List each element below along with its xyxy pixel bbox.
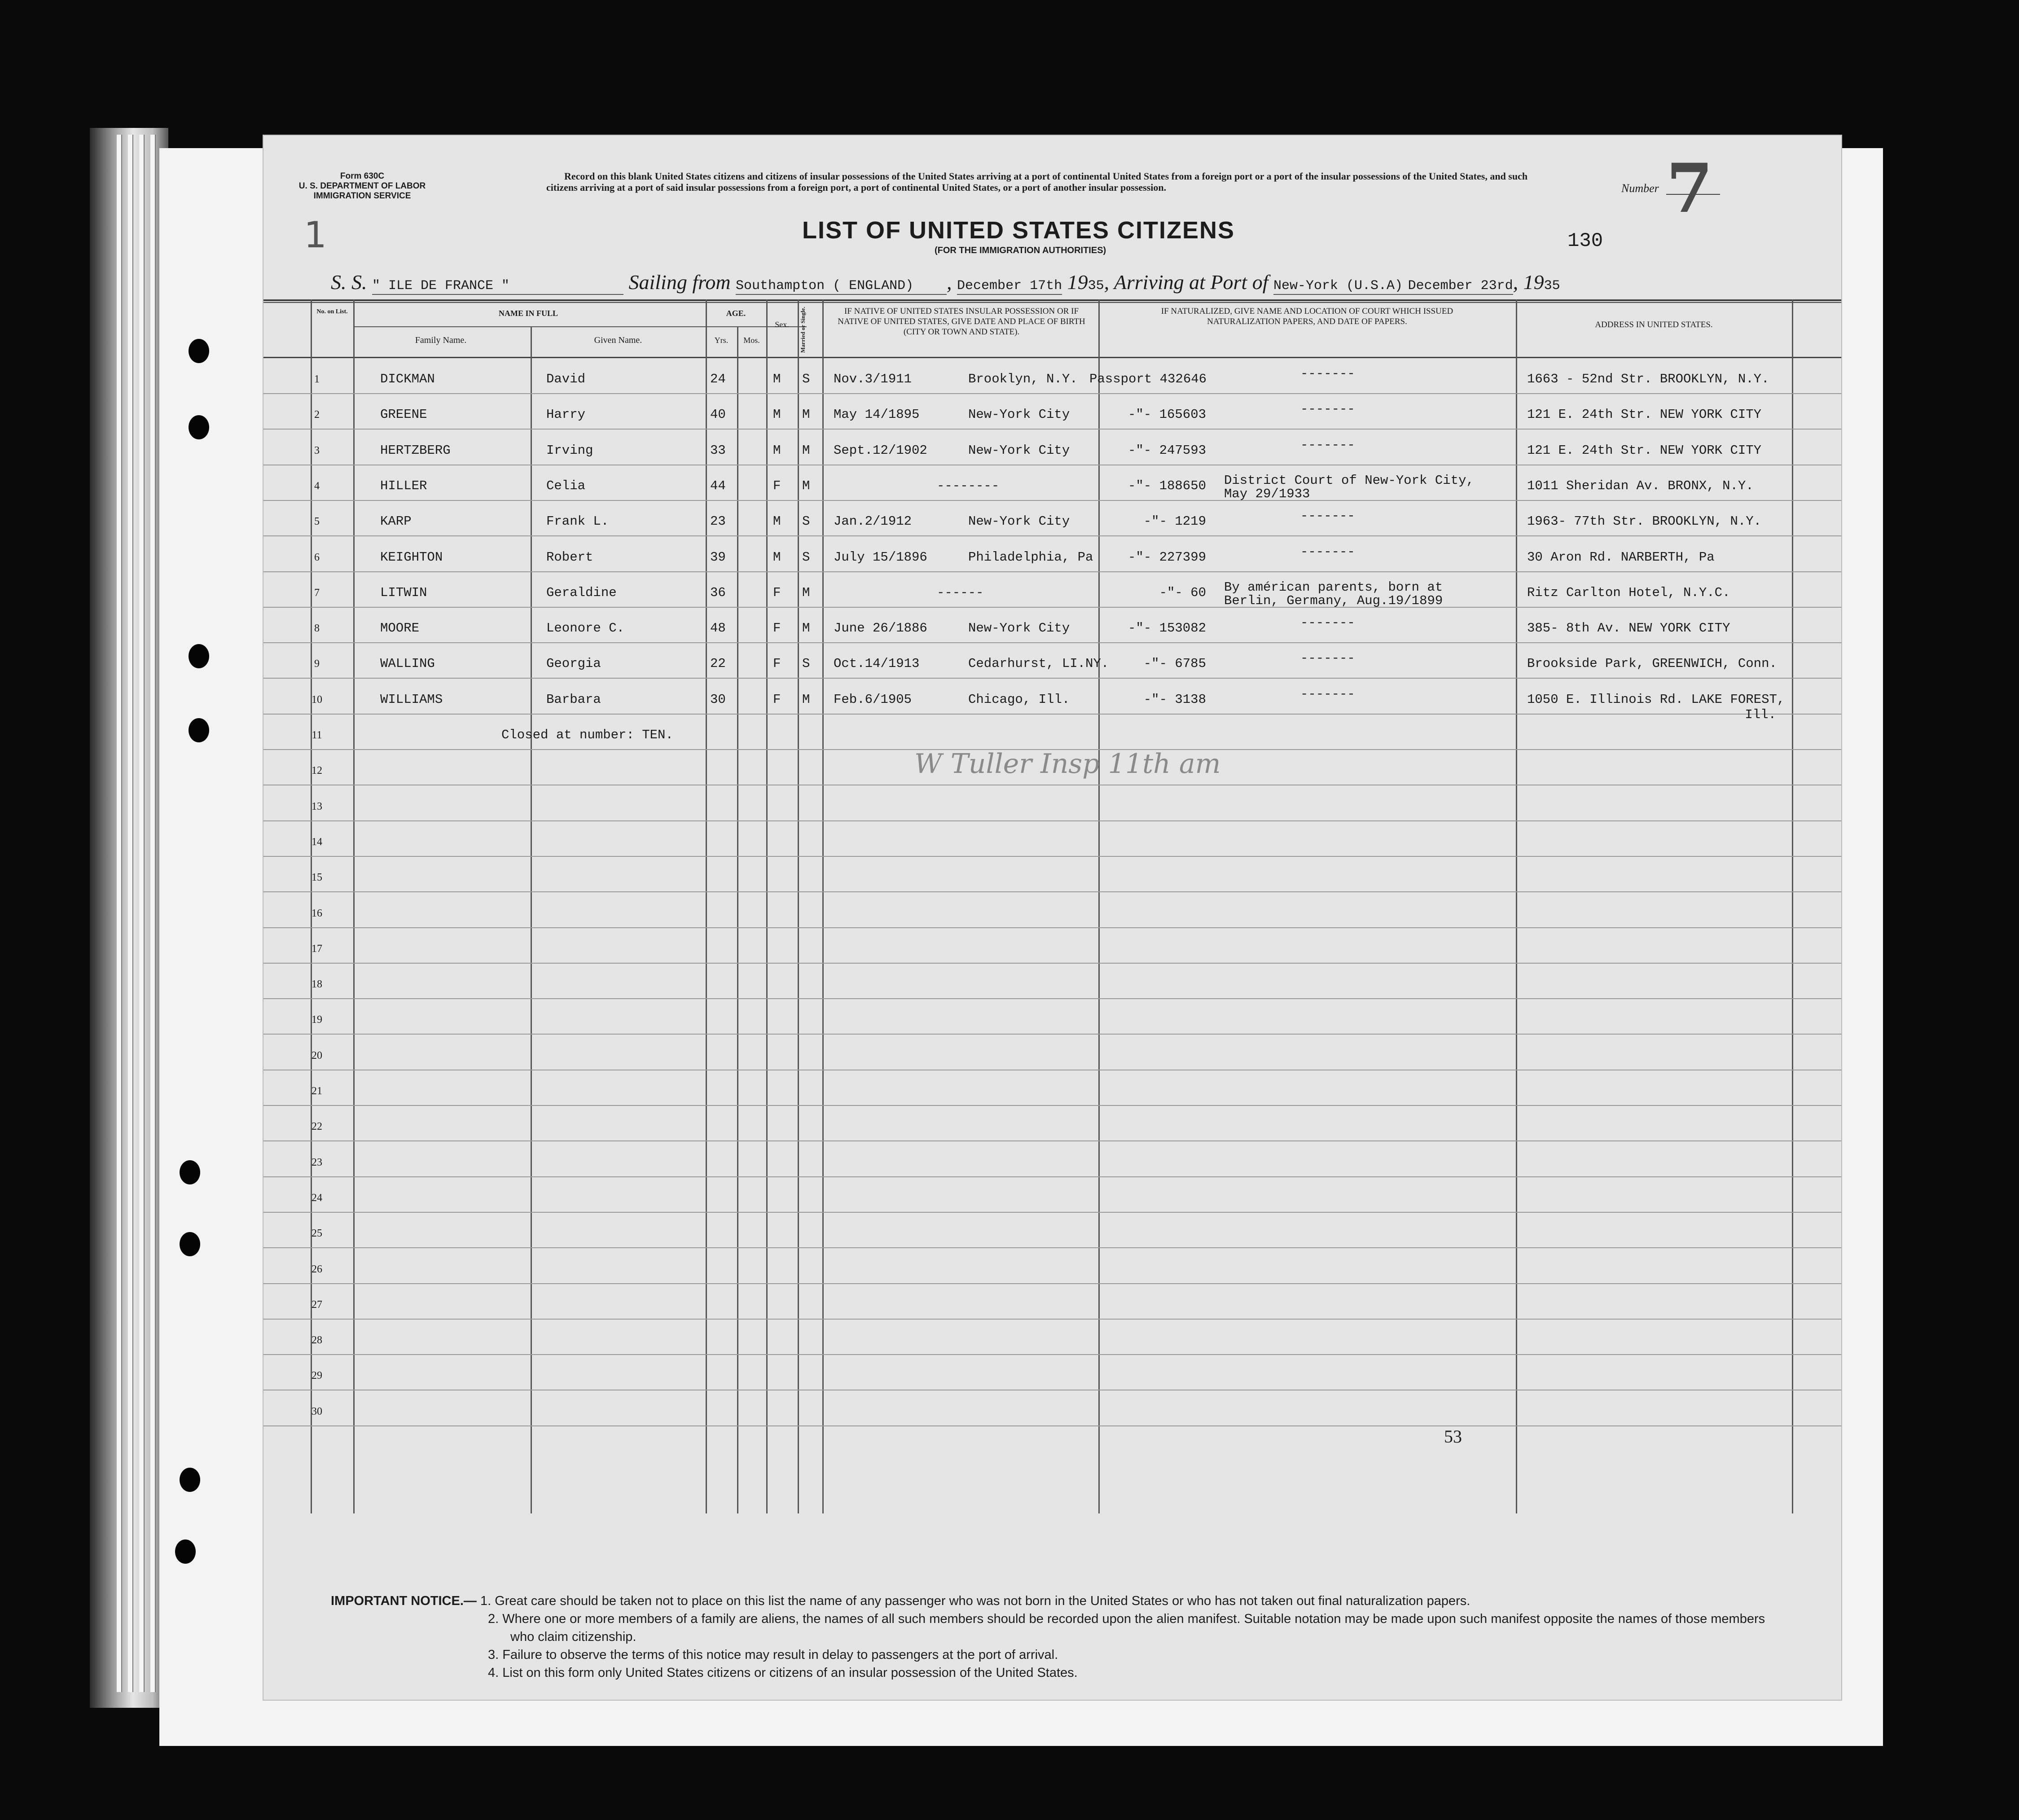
naturalization-cell: ------- bbox=[1300, 366, 1355, 381]
row-number: 20 bbox=[312, 1050, 322, 1061]
birth-date-cell: May 14/1895 bbox=[834, 407, 920, 422]
header-age: AGE. bbox=[726, 309, 746, 318]
marital-status-cell: S bbox=[802, 656, 810, 671]
birth-date-cell: Sept.12/1902 bbox=[834, 443, 927, 458]
header-name-in-full: NAME IN FULL bbox=[498, 309, 558, 318]
birth-date-cell: Jan.2/1912 bbox=[834, 514, 912, 529]
closed-note: Closed at number: TEN. bbox=[501, 728, 673, 742]
passport-cell: -"- 165603 bbox=[1128, 407, 1206, 422]
row-rule bbox=[263, 963, 1841, 964]
naturalization-cell: ------- bbox=[1300, 651, 1355, 666]
naturalization-cell: ------- bbox=[1300, 544, 1355, 559]
sailing-date: December 17th bbox=[957, 278, 1062, 294]
row-rule bbox=[263, 393, 1841, 394]
birth-place-cell: Chicago, Ill. bbox=[968, 692, 1070, 707]
arriving-label: Arriving at Port of bbox=[1114, 271, 1268, 294]
address-cell: 385- 8th Av. NEW YORK CITY bbox=[1527, 621, 1730, 636]
row-rule bbox=[263, 891, 1841, 892]
punch-hole bbox=[180, 1468, 200, 1492]
address-cell: 1963- 77th Str. BROOKLYN, N.Y. bbox=[1527, 514, 1762, 529]
marital-status-cell: M bbox=[802, 585, 810, 600]
row-rule bbox=[263, 998, 1841, 999]
arrival-date: December 23rd bbox=[1408, 278, 1513, 294]
row-rule bbox=[263, 1247, 1841, 1248]
given-name-cell: Frank L. bbox=[546, 514, 609, 529]
address-cell: 1011 Sheridan Av. BRONX, N.Y. bbox=[1527, 478, 1754, 493]
punch-hole bbox=[175, 1539, 196, 1564]
punch-hole bbox=[189, 644, 209, 668]
age-cell: 23 bbox=[710, 514, 726, 529]
sailing-label: Sailing from bbox=[628, 271, 731, 294]
age-cell: 48 bbox=[710, 621, 726, 636]
arrival-year-prefix: 19 bbox=[1523, 271, 1544, 294]
punch-hole bbox=[180, 1160, 200, 1184]
birth-date-cell: Oct.14/1913 bbox=[834, 656, 920, 671]
sailing-port: Southampton ( ENGLAND) bbox=[736, 278, 914, 294]
sex-cell: F bbox=[773, 621, 781, 636]
birth-place-cell: New-York City bbox=[968, 514, 1070, 529]
row-number: 2 bbox=[314, 409, 320, 421]
marital-status-cell: S bbox=[802, 550, 810, 565]
passport-cell: -"- 247593 bbox=[1128, 443, 1206, 458]
number-label: Number bbox=[1621, 182, 1659, 195]
given-name-cell: Celia bbox=[546, 478, 586, 493]
row-number: 19 bbox=[312, 1014, 322, 1026]
age-cell: 36 bbox=[710, 585, 726, 600]
row-number: 6 bbox=[314, 552, 320, 563]
binder-strip bbox=[150, 135, 156, 1692]
address-continuation-cell: Ill. bbox=[1745, 707, 1776, 722]
department-name: U. S. DEPARTMENT OF LABOR bbox=[298, 181, 426, 191]
punch-hole bbox=[189, 415, 209, 439]
naturalization-cell: District Court of New-York City, May 29/1933 bbox=[1224, 473, 1474, 501]
row-number: 24 bbox=[312, 1192, 322, 1204]
header-married-single: Married or Single. bbox=[799, 307, 806, 353]
address-cell: Ritz Carlton Hotel, N.Y.C. bbox=[1527, 585, 1730, 600]
row-rule bbox=[263, 642, 1841, 643]
sex-cell: M bbox=[773, 443, 781, 458]
row-number: 4 bbox=[314, 480, 320, 492]
page-number: 53 bbox=[1444, 1426, 1462, 1447]
ship-name: " ILE DE FRANCE " bbox=[372, 278, 510, 294]
page-subtitle: (FOR THE IMMIGRATION AUTHORITIES) bbox=[935, 246, 1106, 255]
birth-date-cell: Nov.3/1911 bbox=[834, 372, 912, 386]
header-no-on-list: No. on List. bbox=[316, 308, 348, 315]
header-naturalization: IF NATURALIZED, GIVE NAME AND LOCATION OF COURT WHICH ISSUED NATURALIZATION PAPERS, AND DATE OF PAPERS. bbox=[1161, 307, 1453, 326]
age-cell: 24 bbox=[710, 372, 726, 386]
row-number: 10 bbox=[312, 694, 322, 706]
address-cell: 1050 E. Illinois Rd. LAKE FOREST, bbox=[1527, 692, 1785, 707]
given-name-cell: Barbara bbox=[546, 692, 601, 707]
row-rule bbox=[263, 927, 1841, 928]
row-rule bbox=[263, 856, 1841, 857]
row-number: 14 bbox=[312, 836, 322, 848]
punch-hole bbox=[189, 339, 209, 363]
address-cell: 1663 - 52nd Str. BROOKLYN, N.Y. bbox=[1527, 372, 1769, 386]
row-rule bbox=[263, 678, 1841, 679]
row-number: 8 bbox=[314, 623, 320, 634]
family-name-cell: HERTZBERG bbox=[380, 443, 451, 458]
birth-place-cell: New-York City bbox=[968, 407, 1070, 422]
binder-strip bbox=[117, 135, 122, 1692]
naturalization-cell: ------- bbox=[1300, 438, 1355, 452]
punch-hole bbox=[189, 718, 209, 742]
row-number: 11 bbox=[312, 729, 322, 741]
birth-place-cell: New-York City bbox=[968, 621, 1070, 636]
naturalization-cell: ------- bbox=[1300, 509, 1355, 523]
row-number: 1 bbox=[314, 373, 320, 385]
form-identifier bbox=[295, 171, 430, 201]
birth-date-cell: Feb.6/1905 bbox=[834, 692, 912, 707]
notice-item: 1. Great care should be taken not to place on this list the name of any passenger who was not born in the United States or who has not taken out final naturalization papers. bbox=[480, 1594, 1470, 1608]
header-native-birth: IF NATIVE OF UNITED STATES INSULAR POSSESSION OR IF NATIVE OF UNITED STATES, GIVE DATE AND PLACE OF BIRTH (CITY OR TOWN AND STATE). bbox=[838, 307, 1085, 337]
header-address: ADDRESS IN UNITED STATES. bbox=[1595, 320, 1713, 329]
family-name-cell: WILLIAMS bbox=[380, 692, 443, 707]
passport-cell: -"- 1219 bbox=[1143, 514, 1206, 529]
age-cell: 40 bbox=[710, 407, 726, 422]
row-rule bbox=[263, 1034, 1841, 1035]
row-rule bbox=[263, 1105, 1841, 1106]
marital-status-cell: S bbox=[802, 514, 810, 529]
sex-cell: F bbox=[773, 656, 781, 671]
family-name-cell: KEIGHTON bbox=[380, 550, 443, 565]
sex-cell: M bbox=[773, 407, 781, 422]
birth-place-cell: Brooklyn, N.Y. bbox=[968, 372, 1078, 386]
row-number: 7 bbox=[314, 587, 320, 599]
row-number: 22 bbox=[312, 1121, 322, 1132]
sex-cell: M bbox=[773, 514, 781, 529]
passport-cell: Passport 432646 bbox=[1089, 372, 1207, 386]
given-name-cell: David bbox=[546, 372, 586, 386]
birth-place-cell: Philadelphia, Pa bbox=[968, 550, 1093, 565]
family-name-cell: DICKMAN bbox=[380, 372, 435, 386]
given-name-cell: Leonore C. bbox=[546, 621, 625, 636]
age-cell: 30 bbox=[710, 692, 726, 707]
given-name-cell: Irving bbox=[546, 443, 593, 458]
row-rule bbox=[263, 1212, 1841, 1213]
age-cell: 39 bbox=[710, 550, 726, 565]
row-rule bbox=[263, 1176, 1841, 1177]
sex-cell: M bbox=[773, 550, 781, 565]
age-cell: 22 bbox=[710, 656, 726, 671]
marital-status-cell: M bbox=[802, 407, 810, 422]
row-rule bbox=[263, 820, 1841, 821]
punch-hole bbox=[180, 1232, 200, 1256]
important-notice bbox=[331, 1592, 1790, 1682]
handwritten-inspector-note: W Tuller Insp 11th am bbox=[914, 748, 1221, 780]
passport-cell: -"- 188650 bbox=[1128, 478, 1206, 493]
birth-date-cell: June 26/1886 bbox=[834, 621, 927, 636]
address-cell: 121 E. 24th Str. NEW YORK CITY bbox=[1527, 407, 1762, 422]
header-sex: Sex. bbox=[775, 320, 789, 329]
row-number: 27 bbox=[312, 1299, 322, 1311]
ss-label: S. S. bbox=[331, 271, 367, 294]
marital-status-cell: M bbox=[802, 443, 810, 458]
row-number: 29 bbox=[312, 1370, 322, 1381]
form-instructions: Record on this blank United States citizens and citizens of insular possessions of the United States arriving at a port of continental United States from a foreign port or a port of the insular possessions of the United States, and such citizens arriving at a port of said insular possessions from a foreign port, a port of continental United States, or a port of another insular possession. bbox=[546, 171, 1528, 193]
header-family-name: Family Name. bbox=[415, 335, 467, 345]
row-number: 30 bbox=[312, 1406, 322, 1417]
row-number: 25 bbox=[312, 1228, 322, 1239]
family-name-cell: KARP bbox=[380, 514, 412, 529]
sex-cell: M bbox=[773, 372, 781, 386]
sailing-year: 35 bbox=[1088, 278, 1104, 294]
row-number: 5 bbox=[314, 516, 320, 527]
row-number: 17 bbox=[312, 943, 322, 955]
passport-cell: -"- 3138 bbox=[1143, 692, 1206, 707]
birth-place-cell: Cedarhurst, LI.NY. bbox=[968, 656, 1109, 671]
given-name-cell: Harry bbox=[546, 407, 586, 422]
sailing-year-prefix: 19 bbox=[1067, 271, 1088, 294]
service-name: IMMIGRATION SERVICE bbox=[313, 191, 411, 201]
row-rule bbox=[263, 1354, 1841, 1355]
row-rule bbox=[263, 500, 1841, 501]
page-title: LIST OF UNITED STATES CITIZENS bbox=[802, 217, 1235, 244]
form-number: Form 630C bbox=[340, 171, 385, 181]
sex-cell: F bbox=[773, 478, 781, 493]
row-rule bbox=[263, 571, 1841, 572]
row-number: 28 bbox=[312, 1334, 322, 1346]
birth-place-cell: -------- bbox=[937, 478, 1000, 493]
row-number: 16 bbox=[312, 908, 322, 919]
notice-item: 2. Where one or more members of a family are aliens, the names of all such members should be recorded upon the alien manifest. Suitable notation may be made upon such manifest opposite the names of those members who claim citizenship. bbox=[488, 1612, 1765, 1644]
naturalization-cell: ------- bbox=[1300, 402, 1355, 417]
notice-item: 3. Failure to observe the terms of this notice may result in delay to passengers at the port of arrival. bbox=[488, 1648, 1058, 1662]
notice-lead: IMPORTANT NOTICE.— bbox=[331, 1594, 477, 1608]
header-given-name: Given Name. bbox=[594, 335, 642, 345]
row-number: 26 bbox=[312, 1263, 322, 1275]
naturalization-cell: ------- bbox=[1300, 687, 1355, 702]
address-cell: 30 Aron Rd. NARBERTH, Pa bbox=[1527, 550, 1715, 565]
birth-place-cell: New-York City bbox=[968, 443, 1070, 458]
naturalization-cell: By américan parents, born at Berlin, Germany, Aug.19/1899 bbox=[1224, 580, 1443, 608]
header-age-months: Mos. bbox=[743, 336, 760, 345]
address-cell: Brookside Park, GREENWICH, Conn. bbox=[1527, 656, 1777, 671]
binder-strip bbox=[128, 135, 133, 1692]
age-cell: 33 bbox=[710, 443, 726, 458]
address-cell: 121 E. 24th Str. NEW YORK CITY bbox=[1527, 443, 1762, 458]
marital-status-cell: S bbox=[802, 372, 810, 386]
family-name-cell: HILLER bbox=[380, 478, 427, 493]
row-number: 23 bbox=[312, 1157, 322, 1168]
manifest-table bbox=[263, 299, 1841, 1513]
birth-date-cell: July 15/1896 bbox=[834, 550, 927, 565]
passport-cell: -"- 60 bbox=[1159, 585, 1206, 600]
row-rule bbox=[263, 429, 1841, 430]
row-rule bbox=[263, 1425, 1841, 1426]
sex-cell: F bbox=[773, 692, 781, 707]
passport-cell: -"- 153082 bbox=[1128, 621, 1206, 636]
handwritten-mark: 1 bbox=[304, 214, 327, 256]
notice-item: 4. List on this form only United States citizens or citizens of an insular possession of the United States. bbox=[488, 1666, 1078, 1680]
reference-number: 130 bbox=[1567, 230, 1603, 252]
row-number: 9 bbox=[314, 658, 320, 670]
arrival-year: 35 bbox=[1544, 278, 1560, 294]
row-number: 18 bbox=[312, 978, 322, 990]
marital-status-cell: M bbox=[802, 692, 810, 707]
row-rule bbox=[263, 1140, 1841, 1141]
voyage-line: S. S. " ILE DE FRANCE " Sailing from Southampton ( ENGLAND) , December 17th 1935, Arriving at Port of New-York (U.S.A) December 23rd, 1935 bbox=[331, 270, 1560, 295]
row-rule bbox=[263, 1319, 1841, 1320]
row-number: 21 bbox=[312, 1085, 322, 1097]
manifest-page bbox=[263, 135, 1842, 1701]
row-rule bbox=[263, 535, 1841, 536]
sheet-number: 7 bbox=[1666, 149, 1713, 228]
row-number: 15 bbox=[312, 872, 322, 883]
row-number: 3 bbox=[314, 445, 320, 456]
birth-place-cell: ------ bbox=[937, 585, 984, 600]
header-age-years: Yrs. bbox=[714, 336, 729, 345]
family-name-cell: LITWIN bbox=[380, 585, 427, 600]
family-name-cell: GREENE bbox=[380, 407, 427, 422]
family-name-cell: WALLING bbox=[380, 656, 435, 671]
arrival-port: New-York (U.S.A) bbox=[1273, 278, 1403, 294]
marital-status-cell: M bbox=[802, 478, 810, 493]
given-name-cell: Geraldine bbox=[546, 585, 617, 600]
row-number: 12 bbox=[312, 765, 322, 776]
family-name-cell: MOORE bbox=[380, 621, 420, 636]
marital-status-cell: M bbox=[802, 621, 810, 636]
sex-cell: F bbox=[773, 585, 781, 600]
given-name-cell: Robert bbox=[546, 550, 593, 565]
binder-strip bbox=[139, 135, 145, 1692]
row-rule bbox=[263, 607, 1841, 608]
age-cell: 44 bbox=[710, 478, 726, 493]
passport-cell: -"- 6785 bbox=[1143, 656, 1206, 671]
naturalization-cell: ------- bbox=[1300, 615, 1355, 630]
row-number: 13 bbox=[312, 801, 322, 812]
row-rule bbox=[263, 1283, 1841, 1284]
passport-cell: -"- 227399 bbox=[1128, 550, 1206, 565]
given-name-cell: Georgia bbox=[546, 656, 601, 671]
